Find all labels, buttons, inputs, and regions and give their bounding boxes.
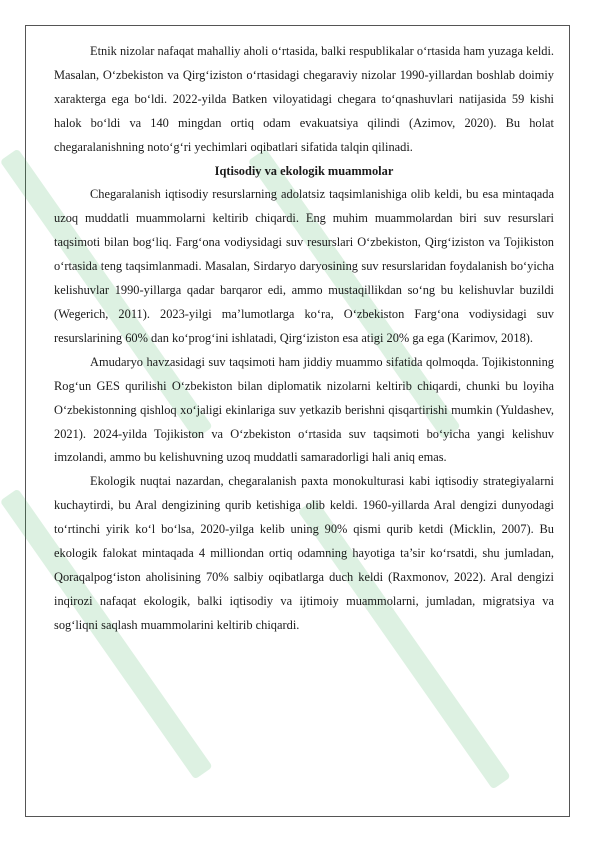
paragraph-4: Ekologik nuqtai nazardan, chegaralanish paxta monokulturasi kabi iqtisodiy strategiyalarni kuchaytirdi, bu Aral dengizining qurib ketishiga olib keldi. 1960-yillarda Aral dengizi dunyodagi to‘rtinchi yirik ko‘l bo‘lsa, 2020-yilga kelib uning 90% qismi qurib ketdi (Micklin, 2007). Bu ekologik falokat mintaqada 4 milliondan ortiq odamning hayotiga ta’sir ko‘rsatdi, shu jumladan, Qoraqalpog‘iston aholisining 70% salbiy oqibatlarga duch keldi (Raxmonov, 2022). Aral dengizi inqirozi nafaqat ekologik, balki iqtisodiy va ijtimoiy muammolarni, jumladan, migratsiya va sog‘liqni saqlash muammolarini keltirib chiqardi. [54,474,554,632]
paragraph-3: Amudaryo havzasidagi suv taqsimoti ham jiddiy muammo sifatida qolmoqda. Tojikistonning Rog‘un GES qurilishi O‘zbekiston bilan diplomatik nizolarni keltirib chiqardi, chunki bu loyiha O‘zbekistonning qishloq xo‘jaligi ekinlariga suv yetkazib berishni qisqartirishi mumkin (Yuldashev, 2021). 2024-yilda Tojikiston va O‘zbekiston o‘rtasida suv taqsimoti bo‘yicha yangi kelishuv imzolandi, ammo bu kelishuvning uzoq muddatli samaradorligi hali aniq emas. [54,354,554,465]
document-body [54,40,554,638]
section-heading: Iqtisodiy va ekologik muammolar [214,163,394,178]
paragraph-1: Etnik nizolar nafaqat mahalliy aholi o‘rtasida, balki respublikalar o‘rtasida ham yuzaga keldi. Masalan, O‘zbekiston va Qirg‘iziston o‘rtasidagi chegaraviy nizolar 1990-yillardan boshlab doimiy xarakterga ega bo‘ldi. 2022-yilda Batken viloyatidagi chegara to‘qnashuvlari natijasida 59 kishi halok bo‘ldi va 140 mingdan ortiq odam evakuatsiya qilindi (Azimov, 2020). Bu holat chegaralanishning noto‘g‘ri yechimlari oqibatlari sifatida talqin qilinadi. [54,44,554,154]
paragraph-2: Chegaralanish iqtisodiy resurslarning adolatsiz taqsimlanishiga olib keldi, bu esa mintaqada uzoq muddatli muammolarni keltirib chiqardi. Eng muhim muammolardan biri suv resurslari taqsimoti bilan bog‘liq. Farg‘ona vodiysidagi suv resurslari O‘zbekiston, Qirg‘iziston va Tojikiston o‘rtasida teng taqsimlanmadi. Masalan, Sirdaryo daryosining suv resurslaridan foydalanish bo‘yicha kelishuvlar 1990-yillarga qadar barqaror edi, ammo mustaqillikdan so‘ng bu kelishuvlar buzildi (Wegerich, 2011). 2023-yilgi ma’lumotlarga ko‘ra, O‘zbekiston Farg‘ona vodiysidagi suv resurslarining 60% dan ko‘prog‘ini ishlatadi, Qirg‘iziston esa atigi 20% ga ega (Karimov, 2018). [54,187,554,345]
